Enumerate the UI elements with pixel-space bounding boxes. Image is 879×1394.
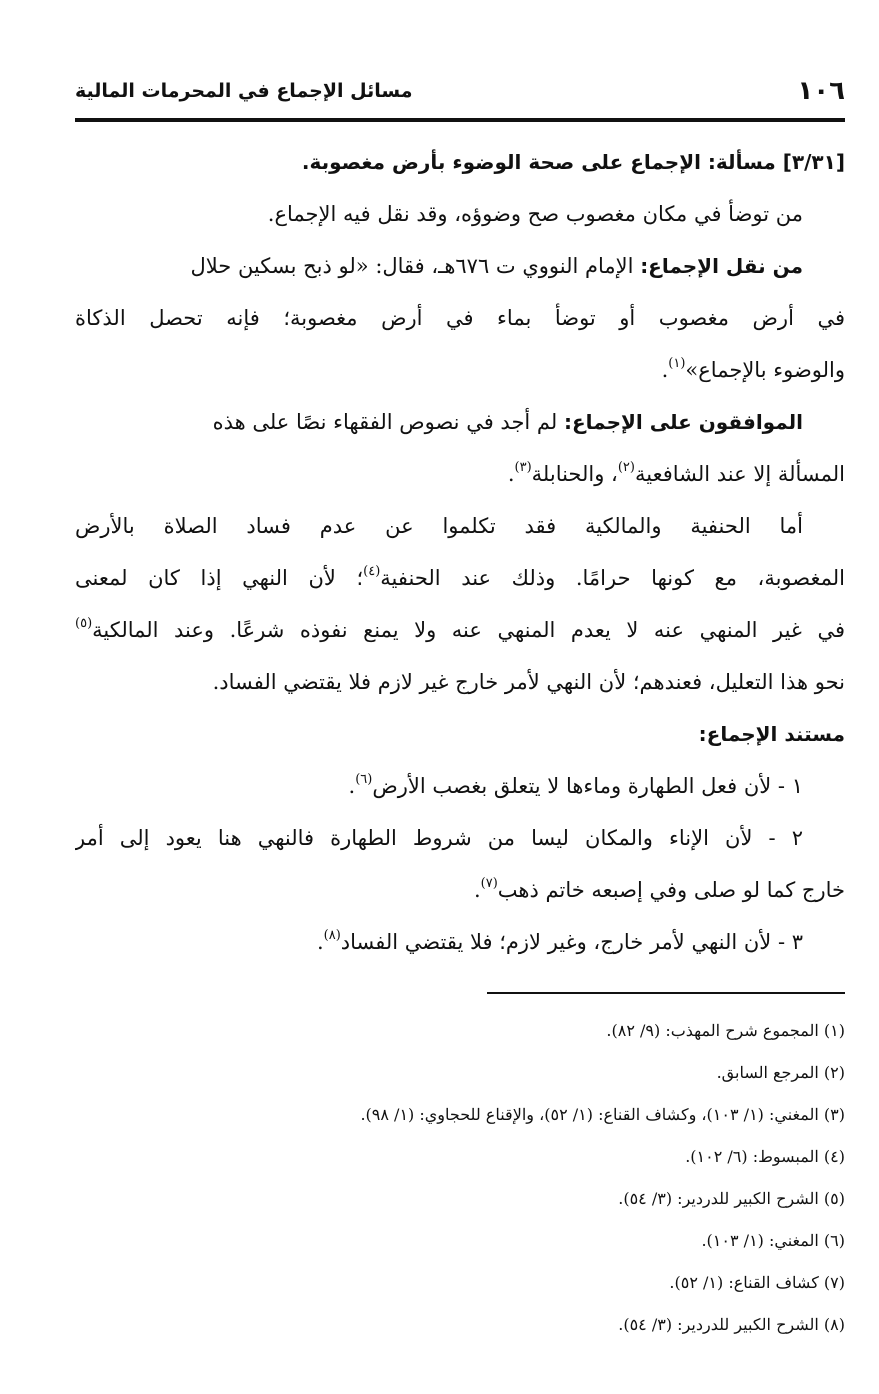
hanafi-line-4 bbox=[75, 656, 845, 708]
agreeing-line-1 bbox=[75, 396, 845, 448]
basis-item-2-text-2: خارج كما لو صلى وفي إصبعه خاتم ذهب bbox=[497, 878, 845, 902]
transmitter-line-1 bbox=[75, 240, 845, 292]
footnote-4: (٤) المبسوط: (٦/ ١٠٢). bbox=[685, 1147, 845, 1166]
heading-text: مسألة: الإجماع على صحة الوضوء بأرض مغصوبة. bbox=[301, 150, 776, 174]
basis-item-1: ١ - لأن فعل الطهارة وماءها لا يتعلق بغصب الأرض$^{(٦)}$. bbox=[348, 772, 803, 798]
header-rule bbox=[75, 118, 845, 122]
footnote-ref-8[interactable]: (٨) bbox=[323, 928, 341, 943]
footnote-3: (٣) المغني: (١/ ١٠٣)، وكشاف القناع: (١/ ٥٢)، والإقناع للحجاوي: (١/ ٩٨). bbox=[360, 1105, 845, 1124]
hanafi-line-2 bbox=[75, 552, 845, 604]
agreeing-label: الموافقون على الإجماع: bbox=[564, 410, 803, 434]
footnote-separator bbox=[487, 992, 845, 994]
footnote-ref-7[interactable]: (٧) bbox=[480, 876, 498, 891]
heading-number: [٣/٣١] bbox=[782, 150, 845, 174]
transmitter-line-2 bbox=[75, 292, 845, 344]
basis-item-3-text: ٣ - لأن النهي لأمر خارج، وغير لازم؛ فلا يقتضي الفساد bbox=[340, 930, 803, 954]
basis-item-1-text: ١ - لأن فعل الطهارة وماءها لا يتعلق بغصب الأرض bbox=[372, 774, 803, 798]
footnote-ref-6[interactable]: (٦) bbox=[355, 772, 373, 787]
footnote-8: (٨) الشرح الكبير للدردير: (٣/ ٥٤). bbox=[618, 1315, 845, 1334]
transmitter-line-3: والوضوء بالإجماع»$^{(١)}$. bbox=[661, 356, 845, 382]
basis-heading bbox=[75, 708, 845, 760]
paragraph-statement bbox=[75, 188, 845, 240]
footnote-2: (٢) المرجع السابق. bbox=[716, 1063, 845, 1082]
footnote-7: (٧) كشاف القناع: (١/ ٥٢). bbox=[669, 1273, 845, 1292]
footnotes bbox=[75, 1010, 845, 1346]
basis-label: مستند الإجماع: bbox=[698, 722, 845, 746]
basis-item-2-line-1 bbox=[75, 812, 845, 864]
agreeing-text-2b: ، والحنابلة bbox=[531, 462, 618, 486]
agreeing-text-1: لم أجد في نصوص الفقهاء نصًا على هذه bbox=[212, 410, 558, 434]
agreeing-line-2: المسألة إلا عند الشافعية$^{(٢)}$، والحنابلة$^{(٣)}$. bbox=[507, 460, 845, 486]
book-title: مسائل الإجماع في المحرمات المالية bbox=[75, 80, 413, 102]
page-number: ١٠٦ bbox=[797, 76, 845, 106]
footnote-1: (١) المجموع شرح المهذب: (٩/ ٨٢). bbox=[606, 1021, 845, 1040]
footnote-ref-2[interactable]: (٢) bbox=[617, 460, 635, 475]
basis-item-3: ٣ - لأن النهي لأمر خارج، وغير لازم؛ فلا يقتضي الفساد$^{(٨)}$. bbox=[316, 928, 803, 954]
basis-item-2-text-1: ٢ - لأن الإناء والمكان ليسا من شروط الطهارة فالنهي هنا يعود إلى أمر bbox=[75, 826, 803, 850]
transmitter-label: من نقل الإجماع: bbox=[640, 254, 803, 278]
hanafi-text-1: أما الحنفية والمالكية فقد تكلموا عن عدم فساد الصلاة بالأرض bbox=[75, 514, 803, 538]
agreeing-text-2a: المسألة إلا عند الشافعية bbox=[634, 462, 845, 486]
hanafi-text-4: نحو هذا التعليل، فعندهم؛ لأن النهي لأمر خارج غير لازم فلا يقتضي الفساد. bbox=[212, 670, 845, 694]
running-header bbox=[75, 58, 845, 110]
footnote-ref-4[interactable]: (٤) bbox=[363, 564, 381, 579]
footnote-6: (٦) المغني: (١/ ١٠٣). bbox=[701, 1231, 845, 1250]
section-heading bbox=[75, 136, 845, 188]
transmitter-text-3: والوضوء بالإجماع» bbox=[685, 358, 845, 382]
footnote-ref-3[interactable]: (٣) bbox=[514, 460, 532, 475]
hanafi-line-3 bbox=[75, 604, 845, 656]
footnote-ref-1[interactable]: (١) bbox=[668, 356, 686, 371]
footnote-5: (٥) الشرح الكبير للدردير: (٣/ ٥٤). bbox=[618, 1189, 845, 1208]
hanafi-text-2a: المغصوبة، مع كونها حرامًا. وذلك عند الحنفية bbox=[380, 566, 845, 590]
hanafi-line-1 bbox=[75, 500, 845, 552]
statement-text: من توضأ في مكان مغصوب صح وضوؤه، وقد نقل فيه الإجماع. bbox=[267, 202, 803, 226]
hanafi-text-3: في غير المنهي عنه لا يعدم المنهي عنه ولا يمنع نفوذه شرعًا. وعند المالكية bbox=[92, 618, 845, 642]
body-text bbox=[75, 136, 845, 968]
hanafi-text-2b: ؛ لأن النهي إذا كان لمعنى bbox=[75, 566, 364, 590]
footnote-ref-5[interactable]: (٥) bbox=[75, 616, 93, 631]
transmitter-text-2: في أرض مغصوب أو توضأ بماء في أرض مغصوبة؛ فإنه تحصل الذكاة bbox=[75, 306, 845, 330]
book-page bbox=[75, 58, 845, 1358]
basis-item-2-line-2: خارج كما لو صلى وفي إصبعه خاتم ذهب$^{(٧)}$. bbox=[473, 876, 845, 902]
transmitter-text-1: الإمام النووي ت ٦٧٦هـ، فقال: «لو ذبح بسكين حلال bbox=[190, 254, 634, 278]
